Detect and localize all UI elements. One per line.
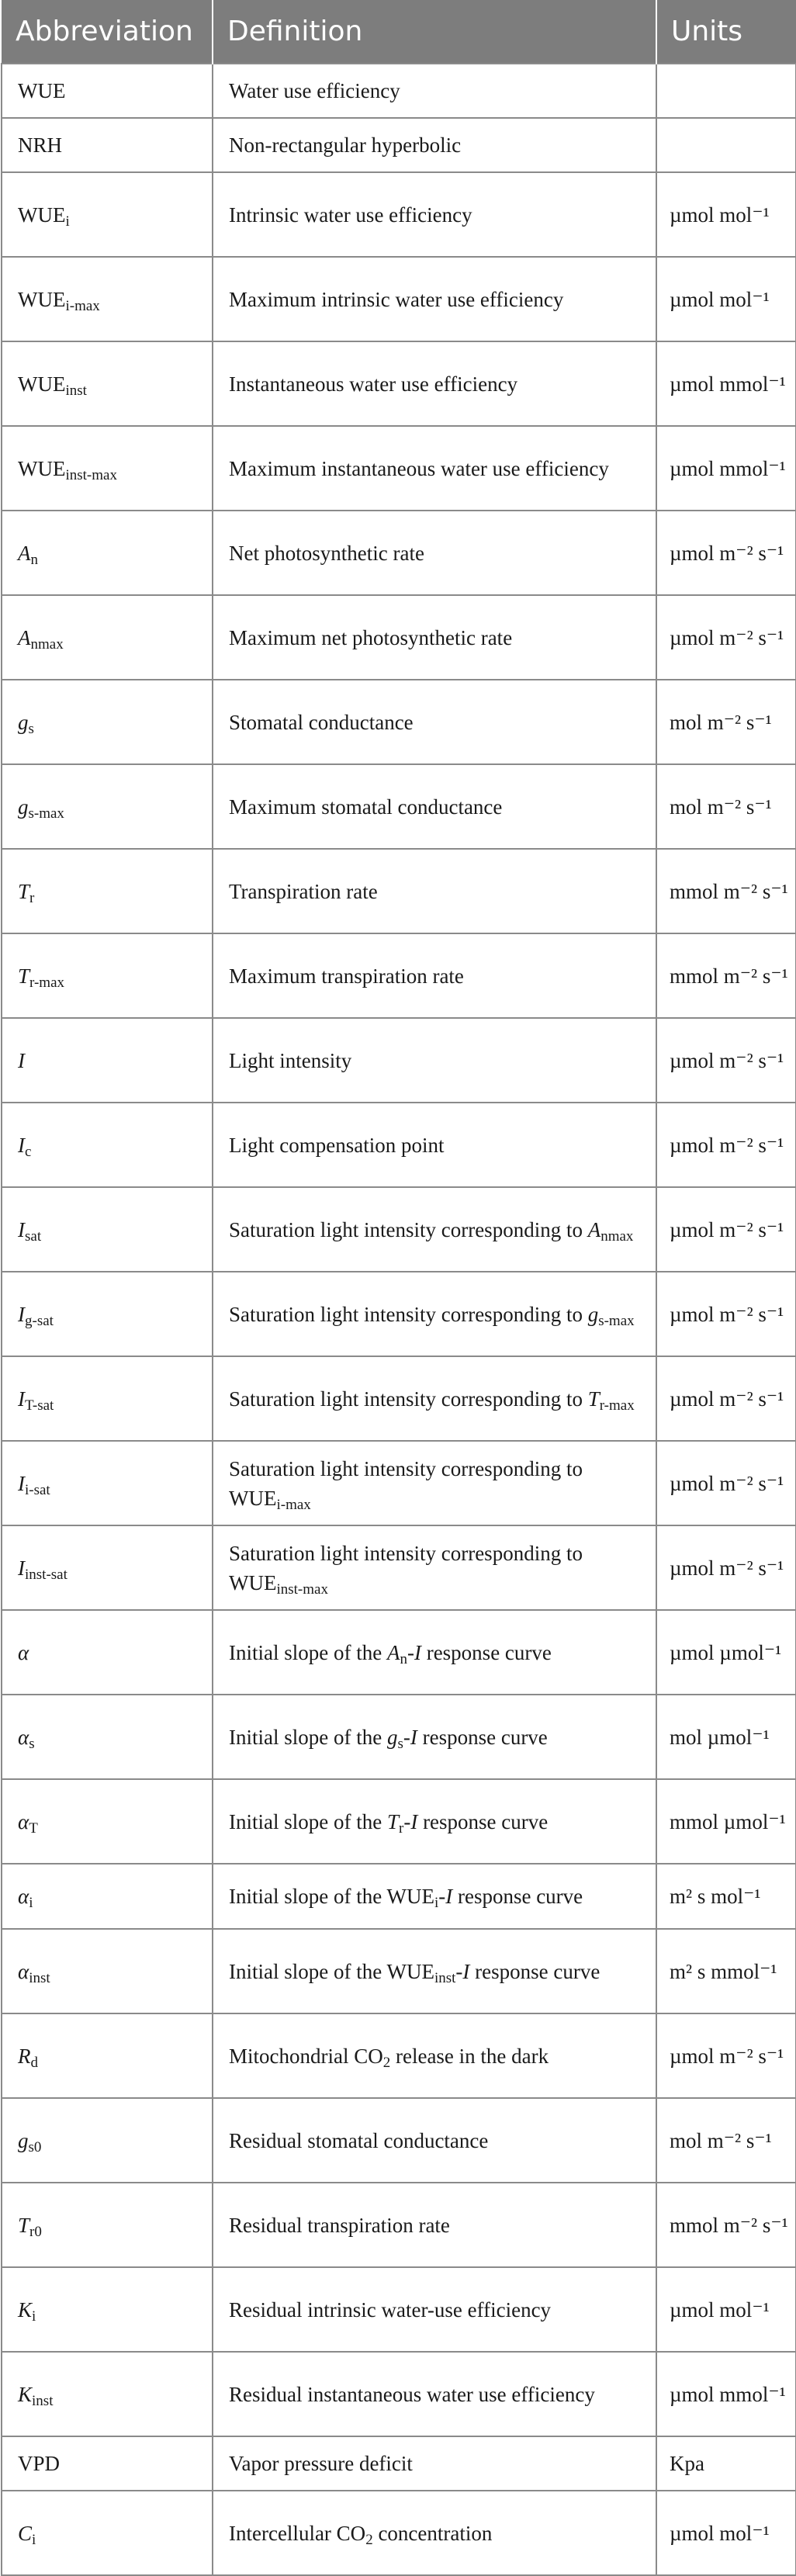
abbreviation-cell: $T_{r0}$ <box>2 2183 213 2267</box>
units-cell: µmol mmol⁻¹ <box>656 426 796 511</box>
units-cell: m² s mmol⁻¹ <box>656 1929 796 2013</box>
abbreviation-cell: NRH <box>2 118 213 172</box>
table-row <box>2 933 796 1018</box>
units-cell: µmol mol⁻¹ <box>656 2491 796 2575</box>
definition-cell: Initial slope of the $A_n-I$ response curve <box>213 1610 656 1695</box>
abbreviation-cell: $T_{r-max}$ <box>2 933 213 1018</box>
units-cell: µmol m⁻² s⁻¹ <box>656 511 796 595</box>
table-row <box>2 849 796 933</box>
units-cell: µmol m⁻² s⁻¹ <box>656 595 796 680</box>
table-row <box>2 595 796 680</box>
table-row <box>2 1525 796 1610</box>
units-cell <box>656 118 796 172</box>
abbreviation-cell: $I_{i-sat}$ <box>2 1441 213 1525</box>
definition-cell: Maximum intrinsic water use efficiency <box>213 257 656 341</box>
header-abbreviation: Abbreviation <box>2 0 213 64</box>
table-row <box>2 1929 796 2013</box>
definition-cell: Saturation light intensity corresponding to $WUE_{i-max}$ <box>213 1441 656 1525</box>
table-row <box>2 680 796 764</box>
definition-cell: Net photosynthetic rate <box>213 511 656 595</box>
table-row <box>2 2183 796 2267</box>
units-cell: mmol m⁻² s⁻¹ <box>656 2183 796 2267</box>
abbreviation-cell: $R_d$ <box>2 2013 213 2098</box>
table-row <box>2 511 796 595</box>
units-cell: mmol µmol⁻¹ <box>656 1779 796 1864</box>
abbreviation-cell: $I_{T-sat}$ <box>2 1356 213 1441</box>
definition-cell: Mitochondrial $CO_2$ release in the dark <box>213 2013 656 2098</box>
table-row <box>2 2098 796 2183</box>
definition-cell: Maximum stomatal conductance <box>213 764 656 849</box>
definition-cell: Residual intrinsic water-use efficiency <box>213 2267 656 2352</box>
definition-cell: Saturation light intensity corresponding to $g_{s-max}$ <box>213 1272 656 1356</box>
table-body <box>2 64 796 2575</box>
table-row <box>2 426 796 511</box>
abbreviation-cell: $I_{g-sat}$ <box>2 1272 213 1356</box>
units-cell: mol m⁻² s⁻¹ <box>656 2098 796 2183</box>
abbreviation-cell: $I_{inst-sat}$ <box>2 1525 213 1610</box>
units-cell: µmol mol⁻¹ <box>656 257 796 341</box>
units-cell: µmol m⁻² s⁻¹ <box>656 1272 796 1356</box>
table-row <box>2 2436 796 2491</box>
units-cell: µmol mmol⁻¹ <box>656 341 796 426</box>
units-cell <box>656 64 796 118</box>
table-row <box>2 341 796 426</box>
abbreviation-cell: $C_i$ <box>2 2491 213 2575</box>
table-row <box>2 1187 796 1272</box>
abbreviation-cell: $\alpha_T$ <box>2 1779 213 1864</box>
units-cell: µmol m⁻² s⁻¹ <box>656 1018 796 1103</box>
abbreviation-cell: $\alpha_i$ <box>2 1864 213 1929</box>
definition-cell: Residual stomatal conductance <box>213 2098 656 2183</box>
table-row <box>2 257 796 341</box>
definition-cell: Light compensation point <box>213 1103 656 1187</box>
units-cell: µmol mmol⁻¹ <box>656 2352 796 2436</box>
units-cell: µmol m⁻² s⁻¹ <box>656 1441 796 1525</box>
abbreviation-cell: $WUE_{inst-max}$ <box>2 426 213 511</box>
table-row <box>2 64 796 118</box>
abbreviation-cell: $A_n$ <box>2 511 213 595</box>
units-cell: µmol mol⁻¹ <box>656 172 796 257</box>
abbreviation-cell: I <box>2 1018 213 1103</box>
abbreviation-cell: $g_{s-max}$ <box>2 764 213 849</box>
table-row <box>2 1018 796 1103</box>
definition-cell: Initial slope of the $T_r-I$ response curve <box>213 1779 656 1864</box>
table-row <box>2 2352 796 2436</box>
definition-cell: Instantaneous water use efficiency <box>213 341 656 426</box>
definition-cell: Water use efficiency <box>213 64 656 118</box>
abbreviation-cell: $\alpha_s$ <box>2 1695 213 1779</box>
table-row <box>2 1272 796 1356</box>
definition-cell: Maximum net photosynthetic rate <box>213 595 656 680</box>
definition-cell: Intercellular $CO_2$ concentration <box>213 2491 656 2575</box>
definition-cell: Maximum instantaneous water use efficiency <box>213 426 656 511</box>
table-row <box>2 1695 796 1779</box>
units-cell: mol m⁻² s⁻¹ <box>656 764 796 849</box>
units-cell: µmol m⁻² s⁻¹ <box>656 1103 796 1187</box>
definition-cell: Saturation light intensity corresponding to $A_{nmax}$ <box>213 1187 656 1272</box>
definition-cell: Maximum transpiration rate <box>213 933 656 1018</box>
definition-cell: Initial slope of the $g_s-I$ response curve <box>213 1695 656 1779</box>
abbreviation-cell: WUE <box>2 64 213 118</box>
abbreviation-cell: $g_{s0}$ <box>2 2098 213 2183</box>
units-cell: µmol m⁻² s⁻¹ <box>656 1525 796 1610</box>
table-row <box>2 172 796 257</box>
definition-cell: Initial slope of the $WUE_i-I$ response curve <box>213 1864 656 1929</box>
table-row <box>2 1103 796 1187</box>
abbreviation-cell: $I_{sat}$ <box>2 1187 213 1272</box>
abbreviation-cell: $g_s$ <box>2 680 213 764</box>
table-row <box>2 1356 796 1441</box>
units-cell: mol m⁻² s⁻¹ <box>656 680 796 764</box>
units-cell: µmol m⁻² s⁻¹ <box>656 2013 796 2098</box>
header-units: Units <box>656 0 796 64</box>
units-cell: mmol m⁻² s⁻¹ <box>656 849 796 933</box>
table-row <box>2 1864 796 1929</box>
units-cell: mol µmol⁻¹ <box>656 1695 796 1779</box>
units-cell: µmol mol⁻¹ <box>656 2267 796 2352</box>
definition-cell: Initial slope of the $WUE_{inst}-I$ response curve <box>213 1929 656 2013</box>
units-cell: µmol m⁻² s⁻¹ <box>656 1356 796 1441</box>
abbreviation-cell: $\alpha_{inst}$ <box>2 1929 213 2013</box>
units-cell: m² s mol⁻¹ <box>656 1864 796 1929</box>
abbreviation-cell: α <box>2 1610 213 1695</box>
table-row <box>2 764 796 849</box>
definition-cell: Saturation light intensity corresponding to $T_{r-max}$ <box>213 1356 656 1441</box>
units-cell: µmol µmol⁻¹ <box>656 1610 796 1695</box>
definition-cell: Transpiration rate <box>213 849 656 933</box>
units-cell: µmol m⁻² s⁻¹ <box>656 1187 796 1272</box>
abbreviation-cell: $WUE_i$ <box>2 172 213 257</box>
table-row <box>2 1610 796 1695</box>
definition-cell: Intrinsic water use efficiency <box>213 172 656 257</box>
abbreviation-cell: $WUE_{i-max}$ <box>2 257 213 341</box>
table-row <box>2 2491 796 2575</box>
table-row <box>2 1441 796 1525</box>
units-cell: mmol m⁻² s⁻¹ <box>656 933 796 1018</box>
abbreviation-cell: $A_{nmax}$ <box>2 595 213 680</box>
table-row <box>2 118 796 172</box>
table-header <box>2 0 796 64</box>
abbreviation-cell: $T_r$ <box>2 849 213 933</box>
table-row <box>2 1779 796 1864</box>
definition-cell: Light intensity <box>213 1018 656 1103</box>
definition-cell: Residual instantaneous water use efficiency <box>213 2352 656 2436</box>
definition-cell: Vapor pressure deficit <box>213 2436 656 2491</box>
abbreviation-cell: $K_{inst}$ <box>2 2352 213 2436</box>
table-row <box>2 2267 796 2352</box>
definition-cell: Non-rectangular hyperbolic <box>213 118 656 172</box>
definition-cell: Stomatal conductance <box>213 680 656 764</box>
abbreviation-cell: $WUE_{inst}$ <box>2 341 213 426</box>
definition-cell: Residual transpiration rate <box>213 2183 656 2267</box>
abbreviation-cell: $I_c$ <box>2 1103 213 1187</box>
header-definition: Definition <box>213 0 656 64</box>
table-row <box>2 2013 796 2098</box>
definition-cell: Saturation light intensity corresponding to $WUE_{inst-max}$ <box>213 1525 656 1610</box>
abbreviation-cell: $K_i$ <box>2 2267 213 2352</box>
abbreviation-cell: VPD <box>2 2436 213 2491</box>
units-cell: Kpa <box>656 2436 796 2491</box>
abbreviations-table <box>1 0 796 2576</box>
